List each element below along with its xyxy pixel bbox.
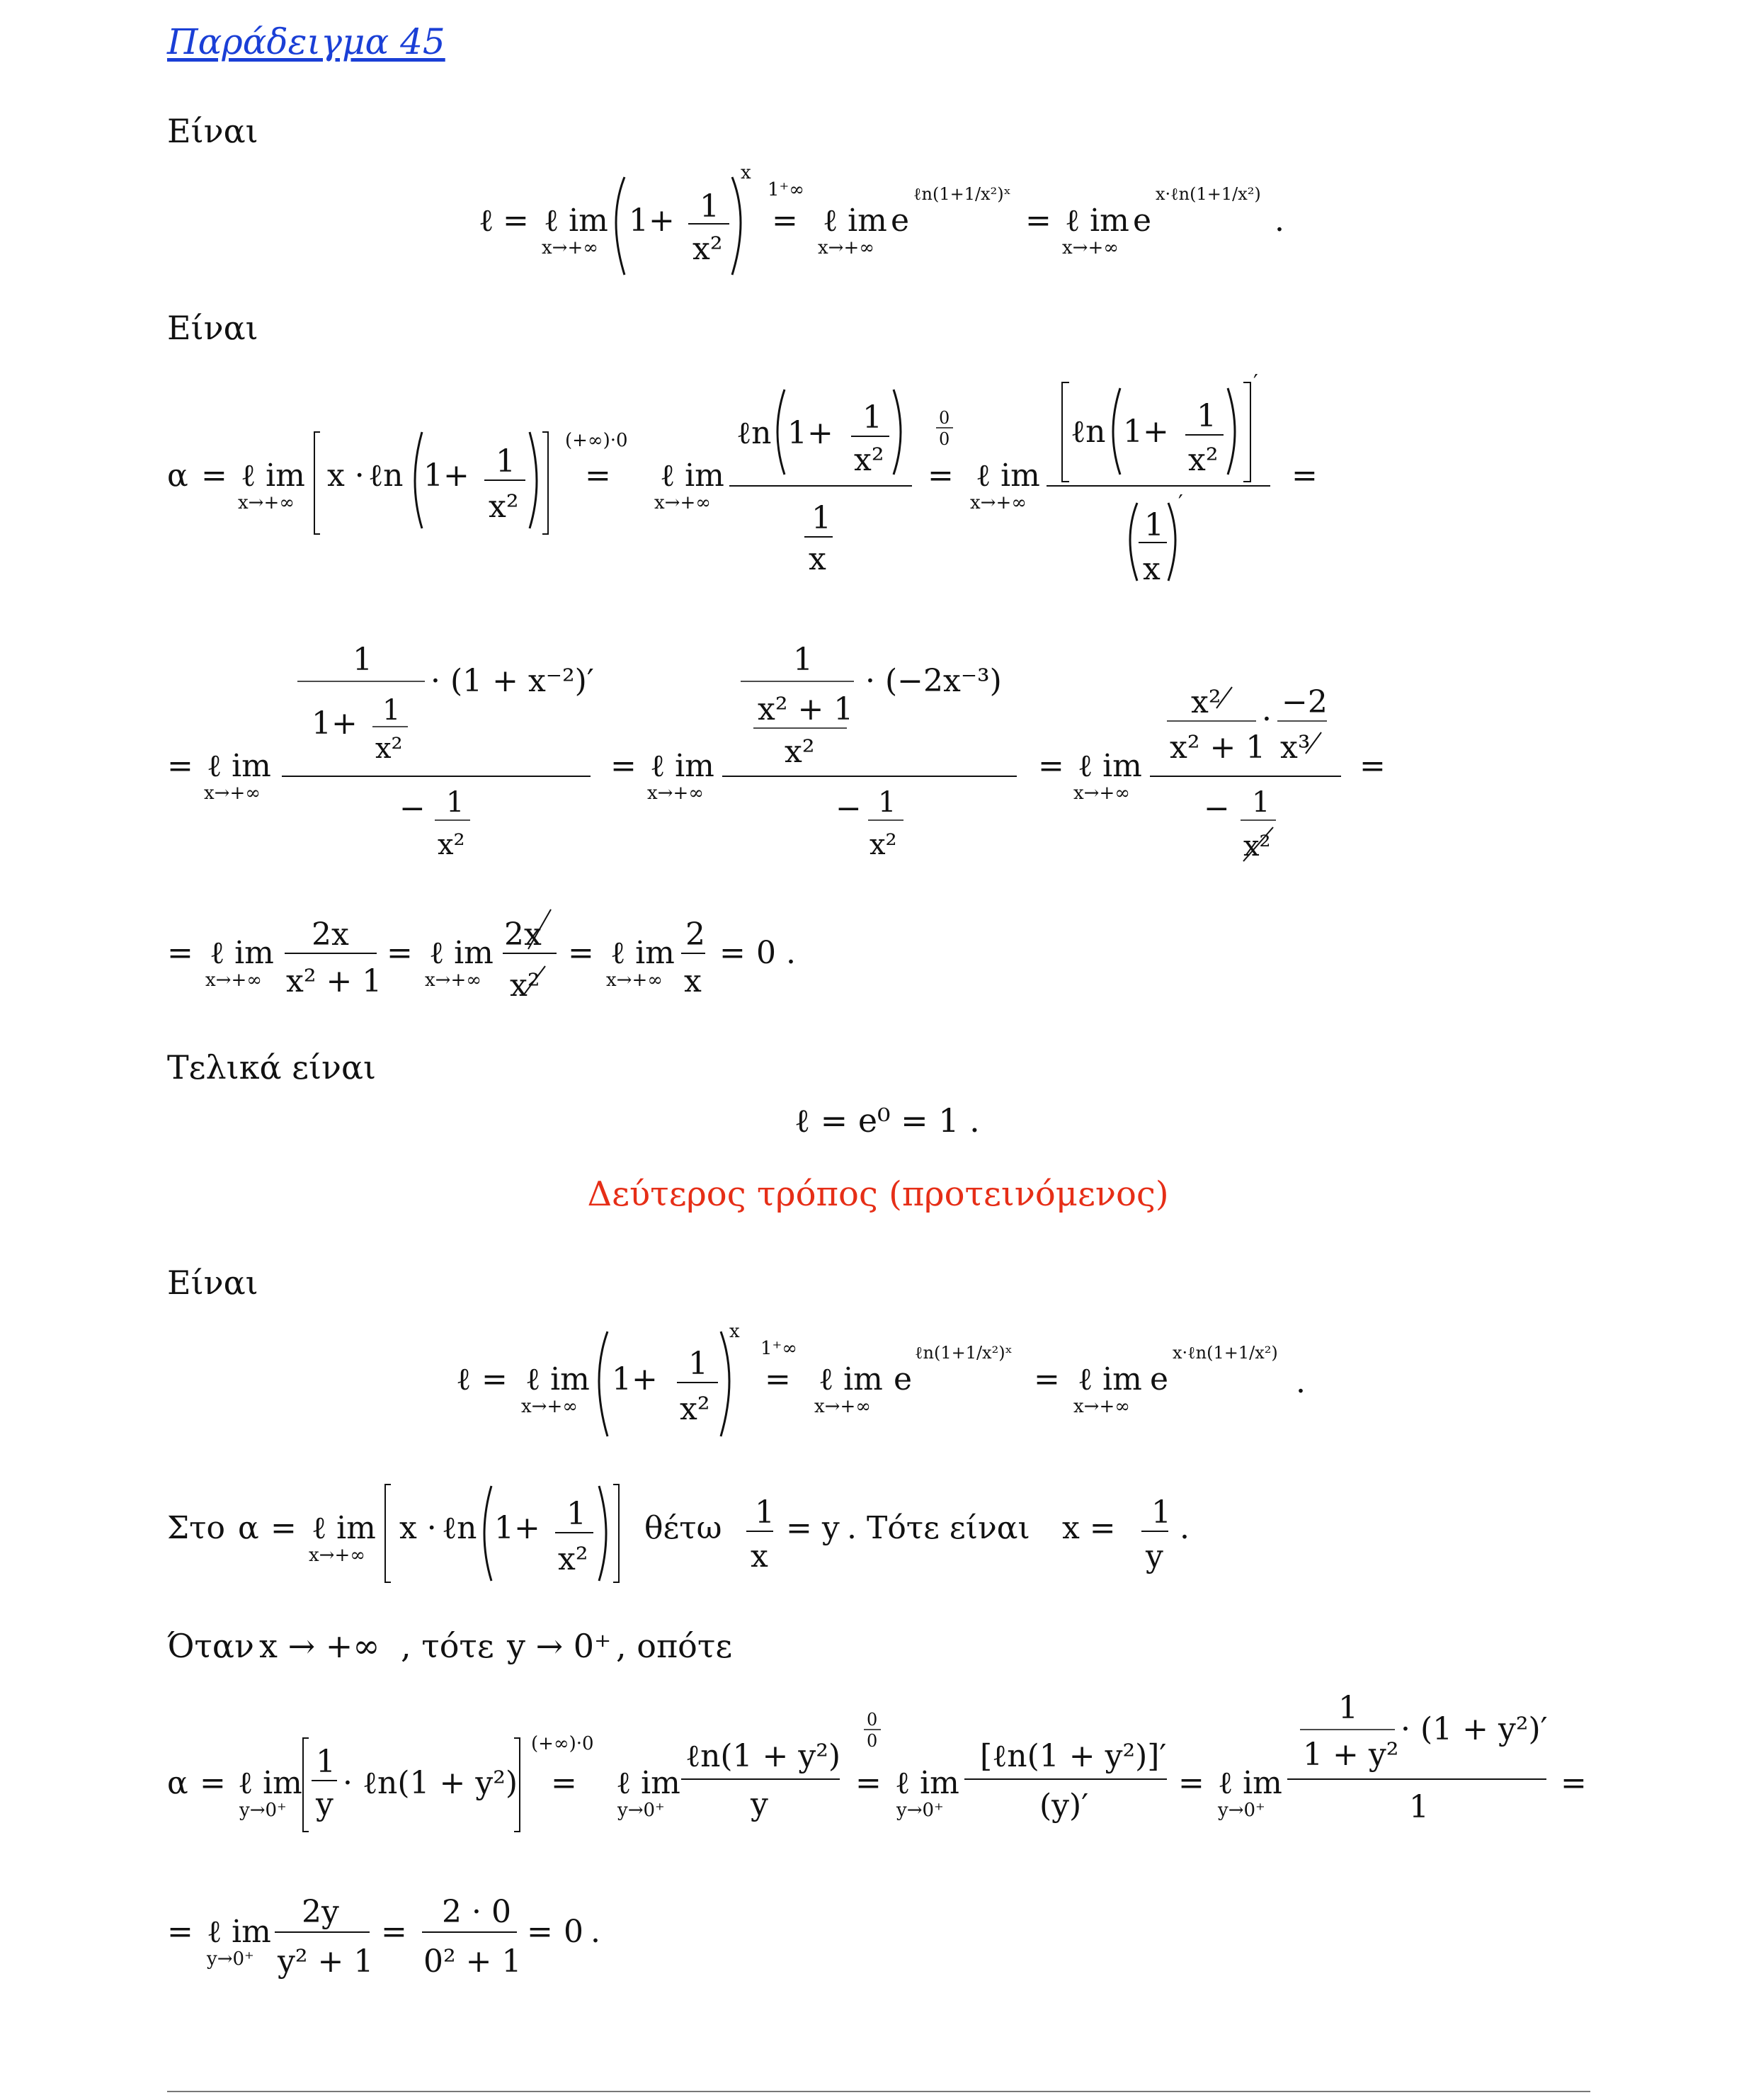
equals: = — [719, 935, 746, 971]
fraction-den: x³ — [1280, 730, 1311, 766]
equals: = — [270, 1510, 297, 1546]
base-e: e — [891, 203, 910, 239]
period: . — [1296, 1364, 1306, 1400]
indeterminate-0: 0 — [867, 1710, 878, 1730]
fraction-den: y — [316, 1786, 333, 1822]
lim-subscript: x→+∞ — [647, 783, 704, 804]
fraction-num: 2 — [685, 916, 705, 953]
exponent: ℓn(1+1/x²)ˣ — [913, 184, 1011, 204]
fraction-den: x — [809, 541, 826, 577]
lim: ℓ im — [544, 203, 608, 239]
word-otan: Όταν — [167, 1627, 254, 1665]
exponent: x·ℓn(1+1/x²) — [1173, 1343, 1278, 1363]
exponent: x·ℓn(1+1/x²) — [1156, 184, 1261, 204]
fraction-den: x — [751, 1538, 768, 1574]
x-to-infinity: x → +∞ — [259, 1627, 380, 1665]
x-dot: x · — [399, 1510, 437, 1546]
lim-subscript: y→0⁺ — [617, 1800, 665, 1821]
lim-subscript: y→0⁺ — [207, 1948, 254, 1970]
equation-4 — [0, 899, 1756, 1020]
equals: = — [610, 748, 637, 784]
equation-5 — [0, 1315, 1756, 1442]
one-plus: 1+ — [629, 203, 675, 239]
one-plus: 1+ — [312, 705, 358, 742]
lim-subscript: x→+∞ — [970, 492, 1027, 513]
fraction-den: x² — [375, 732, 403, 765]
equals: = — [481, 1361, 508, 1397]
lim-subscript: y→0⁺ — [239, 1800, 287, 1821]
lim-subscript: x→+∞ — [521, 1396, 578, 1417]
exponent-x: x — [729, 1321, 740, 1342]
indeterminate-form: 1⁺∞ — [768, 179, 804, 200]
fraction-num: 2x — [504, 916, 542, 953]
fraction-den: x² — [680, 1391, 710, 1427]
symbol-alpha: α — [167, 458, 188, 494]
fraction-den: x² + 1 — [286, 963, 382, 999]
equation-3 — [0, 637, 1756, 878]
lim-subscript: y→0⁺ — [896, 1800, 944, 1821]
lim-subscript: x→+∞ — [1073, 783, 1130, 804]
lim-subscript: x→+∞ — [309, 1545, 365, 1566]
derivative-factor: · (1 + x⁻²)′ — [431, 663, 594, 699]
fraction-num: 1 — [1197, 398, 1216, 434]
fraction-den: x — [1143, 551, 1161, 587]
lim: ℓ im — [650, 748, 714, 784]
fraction-den: x² — [692, 231, 723, 267]
ln-expression: · ℓn(1 + y²) — [343, 1765, 518, 1801]
equals: = — [585, 458, 611, 494]
fraction-den: (y)′ — [1039, 1788, 1089, 1824]
one-plus: 1+ — [423, 458, 469, 494]
word-tote-einai: . Τότε είναι — [847, 1510, 1030, 1546]
ln: ℓn — [1071, 414, 1106, 450]
base-e: e — [1150, 1361, 1169, 1397]
fraction-num: 1 — [496, 443, 515, 479]
svg-text:·: · — [1262, 701, 1272, 737]
ln: ℓn — [736, 415, 772, 451]
fraction-num: x² — [1191, 684, 1221, 720]
lim: ℓ im — [1078, 1361, 1142, 1397]
lim: ℓ im — [819, 1361, 883, 1397]
equation-substitution — [0, 1470, 1756, 1598]
lim-subscript: x→+∞ — [238, 492, 295, 513]
equals: = — [527, 1914, 553, 1950]
fraction-den: x² — [438, 829, 465, 861]
lim: ℓ im — [660, 458, 724, 494]
equals: = — [765, 1361, 791, 1397]
equals: = — [167, 1914, 193, 1950]
paragraph-telika: Τελικά είναι — [167, 1048, 377, 1086]
fraction-num: −2 — [1282, 684, 1328, 720]
equals: = — [772, 203, 798, 239]
exponent-x: x — [741, 162, 751, 183]
lim: ℓ im — [238, 1765, 302, 1801]
fraction-den: x² — [785, 734, 815, 770]
x-dot: x · — [327, 458, 365, 494]
fraction-num: 1 — [862, 399, 882, 436]
fraction-num: 1 — [688, 1346, 708, 1382]
minus: − — [1204, 790, 1230, 827]
fraction-den: x² — [489, 489, 519, 525]
lim: ℓ im — [312, 1510, 376, 1546]
one-plus: 1+ — [494, 1510, 540, 1546]
lim-subscript: x→+∞ — [205, 970, 262, 991]
fraction-den: x² — [1188, 442, 1219, 478]
lim-subscript: x→+∞ — [1062, 237, 1119, 259]
footer-divider — [167, 2091, 1590, 2092]
fraction-den: 1 + y² — [1303, 1737, 1399, 1773]
paragraph-einai-3: Είναι — [167, 1264, 258, 1302]
fraction-num: 1 — [316, 1744, 336, 1780]
symbol-ell: ℓ — [456, 1361, 472, 1397]
lim: ℓ im — [241, 458, 305, 494]
fraction-den: 0² + 1 — [423, 1943, 522, 1980]
fraction-den: 1 — [1409, 1789, 1429, 1825]
equals: = — [1178, 1765, 1204, 1801]
indeterminate-form: 1⁺∞ — [760, 1338, 797, 1359]
fraction-den: y — [1146, 1538, 1163, 1574]
equals: = — [1359, 748, 1386, 784]
fraction-num: 1 — [755, 1494, 775, 1531]
fraction-den: x² — [510, 967, 540, 1004]
equals: = — [503, 203, 529, 239]
equals: = — [928, 458, 954, 494]
lim-subscript: x→+∞ — [425, 970, 481, 991]
lim: ℓ im — [610, 935, 675, 971]
fraction-num: [ℓn(1 + y²)]′ — [980, 1738, 1167, 1774]
lim: ℓ im — [616, 1765, 680, 1801]
result-zero: 0 — [756, 935, 776, 971]
fraction-den: x² + 1 — [1170, 730, 1266, 766]
fraction-num: 1 — [1151, 1494, 1171, 1531]
period: . — [591, 1914, 600, 1950]
fraction-num: 1 — [878, 786, 896, 819]
fraction-num: 1 — [382, 694, 401, 727]
equals: = — [1292, 458, 1318, 494]
fraction-den: x² — [854, 442, 884, 478]
fraction-num: 1 — [1144, 507, 1164, 543]
section-title: Δεύτερος τρόπος (προτεινόμενος) — [587, 1174, 1169, 1214]
equals: = — [381, 1914, 407, 1950]
fraction-den: y² + 1 — [278, 1943, 374, 1980]
lim: ℓ im — [1065, 203, 1129, 239]
fraction-den: x² — [870, 829, 897, 861]
base-e: e — [1133, 203, 1152, 239]
fraction-num: 1 — [811, 500, 831, 536]
lim: ℓ im — [976, 458, 1040, 494]
lim-subscript: x→+∞ — [606, 970, 663, 991]
period: . — [786, 935, 796, 971]
svg-text:′: ′ — [1178, 491, 1183, 516]
paragraph-einai-2: Είναι — [167, 309, 258, 347]
lim: ℓ im — [895, 1765, 959, 1801]
fraction-num: 1 — [446, 786, 464, 819]
lim-subscript: x→+∞ — [1073, 1396, 1130, 1417]
x-equals: x = — [1062, 1510, 1116, 1546]
symbol-alpha: α — [238, 1510, 259, 1546]
equation-limit-change — [0, 1616, 1756, 1680]
fraction-num: 2 · 0 — [442, 1894, 511, 1930]
fraction-den: x² — [1243, 830, 1271, 863]
fraction-num: 1 — [566, 1496, 586, 1532]
lim: ℓ im — [1078, 748, 1142, 784]
fraction-num: 1 — [793, 642, 813, 678]
word-theto: θέτω — [644, 1510, 722, 1546]
base-e: e — [894, 1361, 913, 1397]
fraction-num: 1 — [1338, 1693, 1358, 1726]
word-tote: , τότε — [401, 1627, 494, 1665]
one-plus: 1+ — [787, 415, 833, 451]
equation-1 — [0, 156, 1756, 283]
lim-subscript: x→+∞ — [542, 237, 598, 259]
equation-final — [0, 1091, 1756, 1147]
lim-subscript: y→0⁺ — [1218, 1800, 1265, 1821]
equals: = — [855, 1765, 882, 1801]
lim: ℓ im — [207, 748, 271, 784]
lim: ℓ im — [429, 935, 494, 971]
fraction-den: x — [684, 963, 702, 999]
fraction-den: y — [751, 1786, 768, 1822]
equals: = — [167, 748, 193, 784]
fraction-den: x² — [558, 1541, 588, 1577]
equals: = — [1561, 1765, 1587, 1801]
lim: ℓ im — [1218, 1765, 1282, 1801]
equation-6 — [0, 1693, 1756, 1863]
equation-2 — [0, 368, 1756, 609]
fraction-num: ℓn(1 + y²) — [685, 1738, 841, 1774]
indeterminate-0: 0 — [939, 408, 950, 428]
indeterminate-0: 0 — [867, 1731, 878, 1751]
indeterminate-form: (+∞)·0 — [531, 1733, 594, 1754]
lim-subscript: x→+∞ — [818, 237, 874, 259]
equals-y: = y — [786, 1510, 840, 1546]
fraction-num: 2y — [302, 1894, 339, 1930]
lim: ℓ im — [525, 1361, 590, 1397]
final-result: ℓ = e⁰ = 1 . — [794, 1101, 980, 1140]
minus: − — [836, 790, 862, 827]
equals: = — [387, 935, 413, 971]
fraction-num: 1 — [700, 188, 719, 225]
indeterminate-0: 0 — [939, 429, 950, 449]
derivative-factor: · (−2x⁻³) — [865, 663, 1002, 699]
fraction-num: 1 — [1252, 786, 1270, 819]
equals: = — [201, 458, 227, 494]
fraction-num: 1 — [353, 642, 372, 678]
one-plus: 1+ — [1123, 414, 1169, 450]
fraction-num: x² + 1 — [758, 691, 854, 727]
equals: = — [568, 935, 594, 971]
period: . — [1275, 203, 1284, 239]
lim: ℓ im — [210, 935, 274, 971]
result-zero: 0 — [564, 1914, 583, 1950]
lim-subscript: x→+∞ — [654, 492, 711, 513]
equals: = — [200, 1765, 226, 1801]
minus: − — [399, 790, 426, 827]
fraction-num: 2x — [312, 916, 349, 953]
symbol-ell: ℓ — [479, 203, 494, 239]
derivative-factor: · (1 + y²)′ — [1401, 1711, 1548, 1747]
lim-subscript: x→+∞ — [814, 1396, 871, 1417]
exponent: ℓn(1+1/x²)ˣ — [915, 1343, 1013, 1363]
ln: ℓn — [368, 458, 404, 494]
equals: = — [167, 935, 193, 971]
lim: ℓ im — [207, 1914, 271, 1950]
lim-subscript: x→+∞ — [204, 783, 261, 804]
equals: = — [1034, 1361, 1060, 1397]
ln: ℓn — [442, 1510, 477, 1546]
y-to-zero: y → 0⁺ — [507, 1627, 612, 1665]
equation-7 — [0, 1878, 1756, 1999]
equals: = — [1025, 203, 1051, 239]
page-heading[interactable]: Παράδειγμα 45 — [167, 21, 445, 62]
word-sto: Στο — [167, 1510, 225, 1546]
word-opote: , οπότε — [616, 1627, 733, 1665]
lim: ℓ im — [823, 203, 887, 239]
paragraph-einai-1: Είναι — [167, 112, 258, 150]
svg-text:′: ′ — [1253, 370, 1258, 395]
indeterminate-form: (+∞)·0 — [565, 430, 628, 451]
equals: = — [551, 1765, 577, 1801]
period: . — [1180, 1510, 1190, 1546]
one-plus: 1+ — [612, 1361, 658, 1397]
equals: = — [1038, 748, 1064, 784]
symbol-alpha: α — [167, 1765, 188, 1801]
